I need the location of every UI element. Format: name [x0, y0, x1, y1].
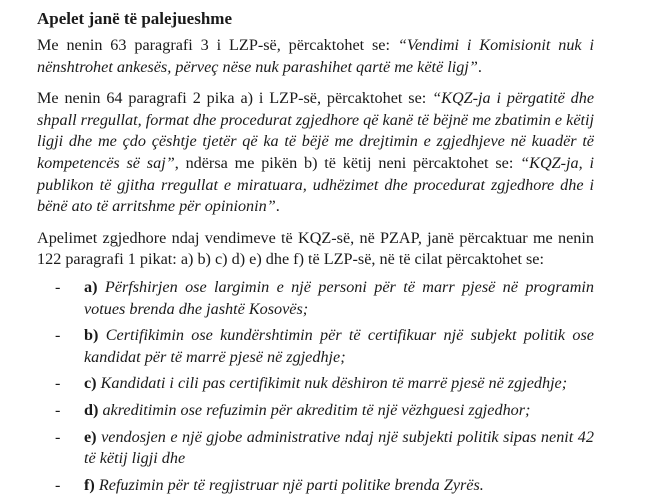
list-label: f): [84, 475, 95, 494]
p2-quote-a: “KQZ-ja i përgatitë dhe shpall rregullat, format dhe procedurat zgjedhore që kanë të bëjnë me zbatimin e këtij ligji dhe me çdo çështje tjetër që ka të bëjë me drejtimin e zgjedhjeve në kuadër të kompetencës së saj”: [37, 89, 595, 172]
p2-quote-b: “KQZ-ja, i publikon të gjitha rregullat e miratuara, udhëzimet dhe procedurat zgjedhore dhe i bënë ato të arritshme për opinionin”: [37, 153, 594, 216]
paragraph-article-122: Apelimet zgjedhore ndaj vendimeve të KQZ-së, në PZAP, janë përcaktuar me nenin 122 paragrafi 1 pikat: a) b) c) d) e) dhe f) të LZP-së, në të cilat përcaktohet se:: [37, 228, 594, 269]
list-dash: -: [55, 475, 61, 494]
section-heading: Apelet janë të palejueshme: [37, 9, 232, 28]
list-label: d): [84, 400, 99, 419]
list-item-c: [37, 373, 594, 395]
list-item-d: [37, 400, 594, 422]
list-item-e: [37, 427, 594, 470]
paragraph-article-63: [37, 35, 594, 78]
p1-lead: Me nenin 63 paragrafi 3 i LZP-së, përcaktohet se:: [37, 36, 398, 54]
paragraph-article-64: [37, 88, 594, 218]
list-dash: -: [55, 427, 61, 446]
list-dash: -: [55, 374, 61, 393]
p2-mid: , ndërsa me pikën b) të këtij neni përcaktohet se:: [174, 153, 521, 172]
list-dash: -: [55, 326, 61, 345]
appeal-list: [37, 277, 594, 496]
list-item-a: [37, 277, 594, 320]
list-text: akreditimin ose refuzimin për akreditim të një vëzhguesi zgjedhor;: [98, 400, 531, 419]
list-label: e): [84, 427, 97, 446]
list-text: Refuzimin për të regjistruar një parti politike brenda Zyrës.: [94, 475, 484, 494]
p1-quote: “Vendimi i Komisionit nuk i nënshtrohet ankesës, përveç nëse nuk parashihet qartë me këtë ligj”: [37, 36, 594, 76]
list-dash: -: [55, 277, 61, 296]
list-label: a): [84, 277, 98, 296]
list-text: Përfshirjen ose largimin e një personi për të marr pjesë në programin votues brenda dhe jashtë Kosovës;: [84, 277, 594, 318]
list-text: Certifikimin ose kundërshtimin për të certifikuar një subjekt politik ose kandidat për të marrë pjesë në zgjedhje;: [84, 326, 594, 366]
list-dash: -: [55, 400, 61, 419]
list-text: vendosjen e një gjobe administrative ndaj një subjekti politik sipas nenit 42 të këtij ligji dhe: [84, 427, 594, 468]
list-item-b: [37, 325, 594, 368]
p2-tail: .: [275, 197, 280, 216]
list-label: b): [84, 326, 99, 345]
list-item-f: [37, 475, 594, 496]
list-label: c): [84, 374, 97, 393]
p2-lead: Me nenin 64 paragrafi 2 pika a) i LZP-së, përcaktohet se:: [37, 89, 433, 108]
p1-tail: .: [477, 57, 482, 76]
list-text: Kandidati i cili pas certifikimit nuk dëshiron të marrë pjesë në zgjedhje;: [96, 374, 568, 393]
